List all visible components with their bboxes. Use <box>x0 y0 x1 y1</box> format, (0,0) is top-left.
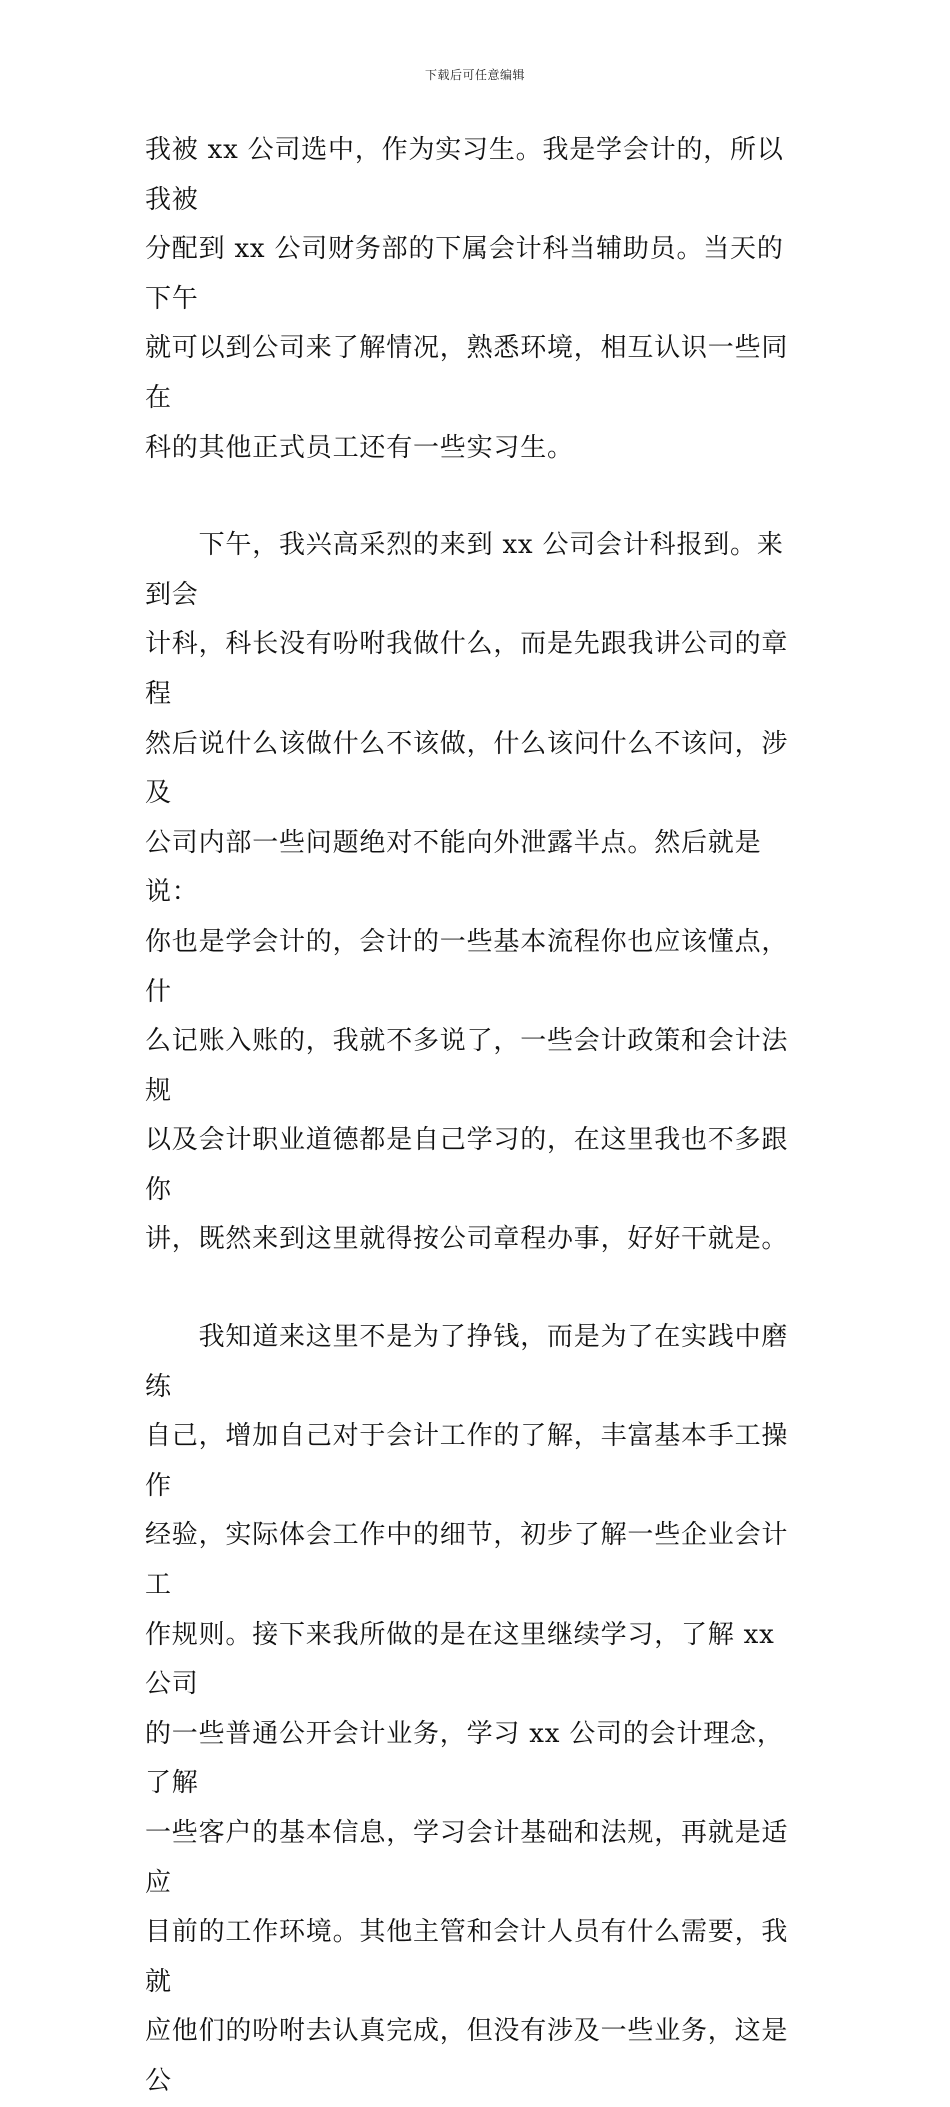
text-line: 你也是学会计的，会计的一些基本流程你也应该懂点，什 <box>145 926 789 1007</box>
text-line: 经验，实际体会工作中的细节，初步了解一些企业会计工 <box>145 1520 789 1601</box>
text-line: 应他们的吩咐去认真完成，但没有涉及一些业务，这是公 <box>145 2016 789 2096</box>
text-line: 我知道来这里不是为了挣钱，而是为了在实践中磨练 <box>145 1322 789 1402</box>
text-line: 然后说什么该做什么不该做，什么该问什么不该问，涉及 <box>145 728 789 809</box>
text-line: 公司内部一些问题绝对不能向外泄露半点。然后就是说： <box>145 827 762 908</box>
document-body <box>145 126 809 2107</box>
text-line: 就可以到公司来了解情况，熟悉环境，相互认识一些同在 <box>145 333 789 413</box>
text-line: 自己，增加自己对于会计工作的了解，丰富基本手工操作 <box>145 1421 789 1501</box>
text-line: 的一些普通公开会计业务，学习 xx 公司的会计理念，了解 <box>145 1718 784 1799</box>
text-line: 下午，我兴高采烈的来到 xx 公司会计科报到。来到会 <box>145 530 784 610</box>
text-line: 我被 xx 公司选中，作为实习生。我是学会计的，所以我被 <box>145 135 784 215</box>
text-line: 目前的工作环境。其他主管和会计人员有什么需要，我就 <box>145 1917 789 1997</box>
text-line: 计科，科长没有吩咐我做什么，而是先跟我讲公司的章程 <box>145 629 789 709</box>
text-line: 作规则。接下来我所做的是在这里继续学习，了解 xx 公司 <box>145 1619 775 1700</box>
paragraph-1 <box>145 126 809 473</box>
text-line: 讲，既然来到这里就得按公司章程办事，好好干就是。 <box>145 1224 789 1255</box>
text-line: 么记账入账的，我就不多说了，一些会计政策和会计法规 <box>145 1026 789 1106</box>
paragraph-2 <box>145 521 809 1265</box>
text-line: 分配到 xx 公司财务部的下属会计科当辅助员。当天的下午 <box>145 234 784 314</box>
page-header: 下载后可任意编辑 <box>424 68 525 82</box>
text-line: 一些客户的基本信息，学习会计基础和法规，再就是适应 <box>145 1818 789 1898</box>
text-line: 科的其他正式员工还有一些实习生。 <box>145 432 574 463</box>
text-line: 以及会计职业道德都是自己学习的，在这里我也不多跟你 <box>145 1125 789 1205</box>
paragraph-3 <box>145 1313 809 2107</box>
